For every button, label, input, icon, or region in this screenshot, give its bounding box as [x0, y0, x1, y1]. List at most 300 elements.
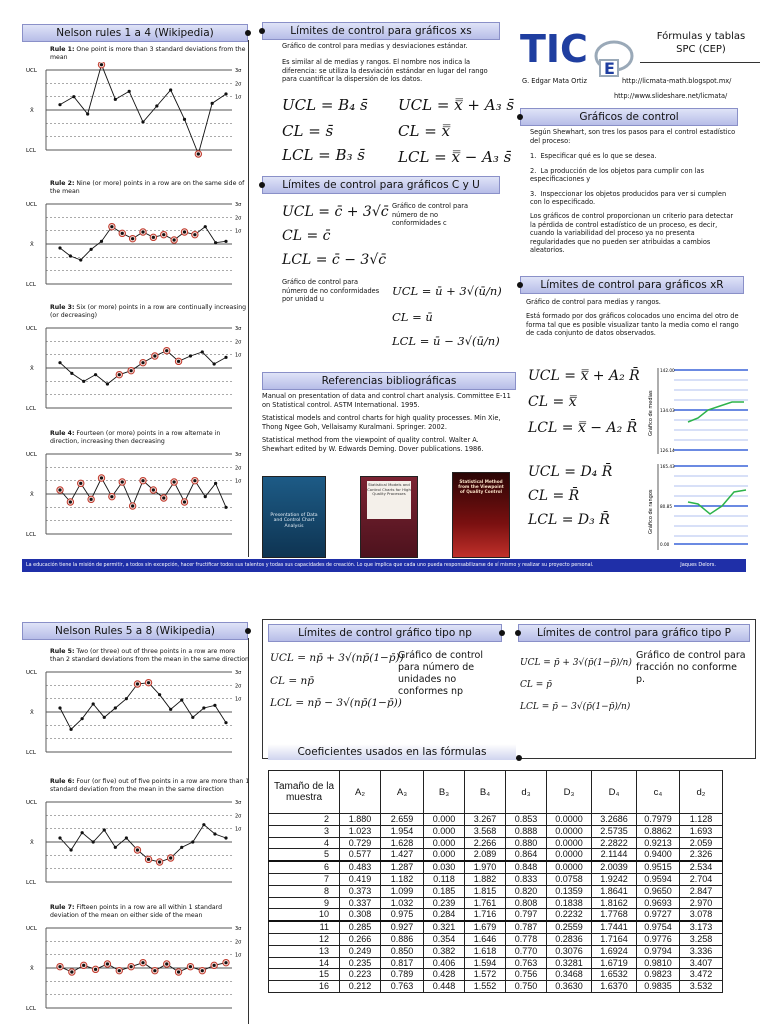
table-row — [269, 957, 723, 969]
rule-caption — [50, 46, 250, 62]
coef-cell: 0.9823 — [637, 969, 680, 981]
table-row — [269, 849, 723, 861]
data-point — [69, 254, 72, 257]
coef-cell: 0.284 — [424, 909, 465, 921]
coef-cell: 0.419 — [340, 873, 381, 885]
data-point — [114, 846, 117, 849]
table-row — [269, 969, 723, 981]
sigma-label: 1σ — [235, 696, 242, 703]
data-point — [213, 362, 216, 365]
xr-header — [520, 276, 744, 294]
column-header: d₂ — [680, 771, 723, 814]
data-point — [100, 63, 103, 66]
sample-size-cell: 8 — [269, 885, 340, 897]
graficos-intro: Según Shewhart, son tres los pasos para el control estadístico del proceso: — [530, 128, 736, 145]
coef-cell: 0.0000 — [547, 849, 592, 861]
coef-cell: 0.9400 — [637, 849, 680, 861]
nelson-rule-block — [24, 180, 246, 296]
data-point — [121, 232, 124, 235]
data-point — [79, 258, 82, 261]
coef-cell: 0.0000 — [547, 814, 592, 826]
np-desc: Gráfico de control para número de unidades no conformes np — [398, 650, 483, 697]
nelson-rule-chart — [24, 320, 246, 416]
data-point — [155, 104, 158, 107]
coef-cell: 2.5735 — [592, 825, 637, 837]
data-point — [189, 965, 192, 968]
data-point — [193, 233, 196, 236]
coef-cell: 1.099 — [381, 885, 424, 897]
data-point — [58, 836, 61, 839]
axis-label-lcl: LCL — [26, 880, 36, 886]
rule-label: Rule 1: — [50, 46, 75, 53]
data-point — [177, 360, 180, 363]
data-point — [213, 832, 216, 835]
graficos-title: Gráficos de control — [579, 111, 679, 123]
coef-cell: 0.185 — [424, 885, 465, 897]
data-point — [173, 480, 176, 483]
coef-cell: 0.9835 — [637, 981, 680, 993]
tick-label: 142.00 — [660, 368, 675, 373]
coef-cell: 0.321 — [424, 921, 465, 933]
sigma-label: 2σ — [235, 81, 242, 88]
coef-cell: 3.407 — [680, 957, 723, 969]
coef-cell: 2.847 — [680, 885, 723, 897]
data-point — [152, 236, 155, 239]
coef-cell: 1.594 — [465, 957, 506, 969]
coef-cell: 3.2686 — [592, 814, 637, 826]
coef-cell: 0.030 — [424, 861, 465, 873]
axis-medias-label: Gráfico de medias — [648, 390, 654, 436]
axis-label-xbar: X̄ — [30, 366, 34, 372]
tick-label: 126.14 — [660, 448, 675, 453]
sigma-label: 1σ — [235, 478, 242, 485]
axis-label-xbar: X̄ — [30, 108, 34, 114]
axis-label-xbar: X̄ — [30, 242, 34, 248]
data-point — [214, 241, 217, 244]
sample-size-cell: 12 — [269, 933, 340, 945]
rule-label: Rule 5: — [50, 648, 75, 655]
data-point — [183, 230, 186, 233]
data-point — [189, 354, 192, 357]
np-formula-cl: CL = np̄ — [270, 675, 314, 687]
coef-header — [268, 744, 516, 760]
p-desc: Gráfico de control para fracción no conforme p. — [636, 650, 746, 685]
coef-cell: 0.820 — [506, 885, 547, 897]
nelson-rule-block — [24, 778, 250, 894]
coef-cell: 1.572 — [465, 969, 506, 981]
data-point — [81, 831, 84, 834]
data-point — [153, 969, 156, 972]
sigma-label: 2σ — [235, 465, 242, 472]
coef-cell: 2.089 — [465, 849, 506, 861]
data-point — [201, 350, 204, 353]
sample-size-cell: 16 — [269, 981, 340, 993]
coef-cell: 0.577 — [340, 849, 381, 861]
url-blog[interactable]: http://licmata-math.blogspot.mx/ — [622, 77, 732, 85]
quote-author: Jaques Delors. — [680, 562, 716, 568]
quote-text: La educación tiene la misión de permitir, a todos sin excepción, hacer fructificar todos sus talentos y todas sus capacidades de creación. Lo que implica que cada uno pueda responsabilizarse de sí mismo y realizar su proyecto personal. — [26, 563, 594, 568]
data-point — [121, 480, 124, 483]
coef-cell: 0.308 — [340, 909, 381, 921]
data-point — [141, 230, 144, 233]
table-row — [269, 885, 723, 897]
cu-formula-cl-u: CL = ū — [392, 310, 433, 324]
table-row — [269, 814, 723, 826]
means-series — [688, 402, 744, 422]
coef-cell: 0.8862 — [637, 825, 680, 837]
sigma-label: 3σ — [235, 68, 242, 74]
data-point — [141, 479, 144, 482]
nelson-rule-block — [24, 904, 246, 1020]
xs-title: Límites de control para gráficos xs — [290, 25, 472, 37]
coef-cell: 1.618 — [465, 945, 506, 957]
xr-desc2: Está formado por dos gráficos colocados uno encima del otro de forma tal que es posible visualizar tanto la media como el rango de cada conjunto de datos observados. — [526, 312, 739, 338]
header-title-line1: Fórmulas y tablas — [656, 31, 746, 42]
sample-size-cell: 5 — [269, 849, 340, 861]
nelson-rule-chart — [24, 920, 246, 1016]
coef-cell: 1.552 — [465, 981, 506, 993]
coef-cell: 0.9515 — [637, 861, 680, 873]
coef-cell: 0.975 — [381, 909, 424, 921]
book-title-1: Presentation of Data and Control Chart Analysis — [270, 513, 318, 529]
coef-cell: 0.808 — [506, 897, 547, 909]
xs-formula-ucl-s: UCL = B₄ s̄ — [282, 96, 368, 114]
coef-cell: 0.864 — [506, 849, 547, 861]
data-point — [128, 90, 131, 93]
rule-caption — [50, 778, 250, 794]
data-point — [169, 856, 172, 859]
coef-cell: 2.970 — [680, 897, 723, 909]
xr-formula-ucl-x: UCL = x̿ + A₂ R̄ — [528, 368, 640, 384]
data-point — [130, 369, 133, 372]
xs-formula-ucl-x: UCL = x̿ + A₃ s̄ — [398, 96, 515, 114]
coef-cell: 1.6532 — [592, 969, 637, 981]
coef-cell: 0.9794 — [637, 945, 680, 957]
coef-cell: 3.568 — [465, 825, 506, 837]
data-point — [100, 240, 103, 243]
data-point — [58, 488, 61, 491]
nelson-rule-chart — [24, 196, 246, 292]
sample-size-cell: 14 — [269, 957, 340, 969]
refs-header — [262, 372, 516, 390]
ref-item: Statistical method from the viewpoint of quality control. Walter A. Shewhart edited by W. Edwards Deming. Dover publications. 1986. — [262, 436, 484, 453]
header-dot-icon — [259, 182, 265, 188]
axis-label-ucl: UCL — [26, 326, 37, 332]
header-title-line2: SPC (CEP) — [676, 44, 726, 55]
sigma-label: 3σ — [235, 800, 242, 806]
sigma-label: 3σ — [235, 326, 242, 332]
book-title-3: Statistical Method from the Viewpoint of Quality Control — [458, 479, 504, 494]
p-title: Límites de control para gráfico tipo P — [536, 627, 732, 639]
coef-cell: 0.000 — [424, 814, 465, 826]
sigma-label: 2σ — [235, 939, 242, 946]
data-point — [110, 225, 113, 228]
rule-caption — [50, 430, 250, 446]
axis-label-ucl: UCL — [26, 202, 37, 208]
xr-formula-lcl-x: LCL = x̿ − A₂ R̄ — [528, 420, 638, 436]
coef-cell: 1.7768 — [592, 909, 637, 921]
axis-label-ucl: UCL — [26, 68, 37, 74]
data-point — [169, 88, 172, 91]
coef-cell: 0.249 — [340, 945, 381, 957]
xr-mini-charts — [648, 366, 748, 552]
coef-cell: 0.3630 — [547, 981, 592, 993]
nelson-rule-block — [24, 46, 246, 162]
data-point — [204, 495, 207, 498]
quote-bar — [22, 559, 746, 572]
data-point — [180, 698, 183, 701]
header-dot-icon — [259, 28, 265, 34]
data-point — [158, 860, 161, 863]
nelson-rule-block — [24, 648, 249, 764]
coef-cell: 0.373 — [340, 885, 381, 897]
column-header: D₄ — [592, 771, 637, 814]
coef-cell: 3.267 — [465, 814, 506, 826]
rule-text: Nine (or more) points in a row are on the same side of the mean — [50, 180, 245, 195]
axis-label-ucl: UCL — [26, 800, 37, 806]
coef-cell: 2.534 — [680, 861, 723, 873]
axis-label-lcl: LCL — [26, 282, 36, 288]
rule-text: One point is more than 3 standard deviations from the mean — [50, 46, 246, 61]
rule-caption — [50, 180, 250, 196]
axis-label-lcl: LCL — [26, 406, 36, 412]
column-header: A₃ — [381, 771, 424, 814]
data-point — [180, 846, 183, 849]
coef-cell: 0.756 — [506, 969, 547, 981]
data-point — [141, 361, 144, 364]
header-title-box — [646, 30, 756, 56]
data-point — [204, 225, 207, 228]
url-slideshare[interactable]: http://www.slideshare.net/licmata/ — [614, 92, 728, 100]
axis-label-lcl: LCL — [26, 532, 36, 538]
axis-label-lcl: LCL — [26, 148, 36, 154]
header-dot-icon — [245, 628, 251, 634]
sample-size-cell: 4 — [269, 837, 340, 849]
coef-table-wrap — [268, 770, 723, 993]
coef-cell: 0.763 — [506, 957, 547, 969]
coef-cell: 0.483 — [340, 861, 381, 873]
table-row — [269, 981, 723, 993]
data-point — [152, 488, 155, 491]
cu-formula-cl-c: CL = c̄ — [282, 228, 331, 244]
data-point — [110, 495, 113, 498]
axis-label-lcl: LCL — [26, 750, 36, 756]
table-row — [269, 837, 723, 849]
sigma-label: 2σ — [235, 215, 242, 222]
axis-label-ucl: UCL — [26, 670, 37, 676]
coef-cell: 0.1359 — [547, 885, 592, 897]
rule-text: Two (or three) out of three points in a row are more than 2 standard deviations from the mean in the same direction — [50, 648, 249, 663]
column-divider — [248, 638, 249, 1024]
data-point — [106, 382, 109, 385]
tice-logo-graphic — [520, 22, 638, 78]
coef-cell: 0.7979 — [637, 814, 680, 826]
coef-cell: 1.6370 — [592, 981, 637, 993]
data-point — [58, 965, 61, 968]
tick-label: 0.00 — [660, 542, 670, 547]
data-point — [70, 970, 73, 973]
data-point — [130, 965, 133, 968]
column-header: A₂ — [340, 771, 381, 814]
coef-cell: 0.763 — [381, 981, 424, 993]
sigma-label: 2σ — [235, 339, 242, 346]
p-formula-cl: CL = p̄ — [520, 680, 552, 690]
data-point — [106, 962, 109, 965]
rule-label: Rule 2: — [50, 180, 75, 187]
graficos-step: 1. Especificar qué es lo que se desea. — [530, 152, 657, 160]
xs-formula-cl-s: CL = s̄ — [282, 122, 334, 140]
xr-desc1: Gráfico de control para medias y rangos. — [526, 298, 661, 306]
data-point — [224, 961, 227, 964]
coef-cell: 0.2836 — [547, 933, 592, 945]
coef-cell: 1.646 — [465, 933, 506, 945]
p-formula-ucl: UCL = p̄ + 3√(p̄(1−p̄)/n) — [520, 658, 632, 668]
sigma-label: 1σ — [235, 952, 242, 959]
sigma-label: 1σ — [235, 228, 242, 235]
coef-cell: 1.023 — [340, 825, 381, 837]
xs-header — [262, 22, 500, 40]
coef-cell: 2.1144 — [592, 849, 637, 861]
coef-cell: 2.2822 — [592, 837, 637, 849]
rule-label: Rule 3: — [50, 304, 75, 311]
data-point — [79, 482, 82, 485]
data-point — [100, 476, 103, 479]
table-row — [269, 909, 723, 921]
ranges-series — [688, 490, 746, 514]
data-point — [214, 482, 217, 485]
xr-title: Límites de control para gráficos xR — [540, 279, 724, 291]
rule-series-line — [60, 65, 226, 154]
coef-cell: 0.9727 — [637, 909, 680, 921]
data-point — [114, 706, 117, 709]
data-point — [147, 858, 150, 861]
data-point — [82, 964, 85, 967]
column-header: D₃ — [547, 771, 592, 814]
sample-size-cell: 2 — [269, 814, 340, 826]
ref-item: Statistical models and control charts for high quality processes. Min Xie, Thong Ngee Goh, Vellaisamy Kuralmani. Springer. 2002. — [262, 414, 501, 431]
xr-formula-cl-x: CL = x̿ — [528, 394, 577, 410]
data-point — [131, 237, 134, 240]
coef-cell: 0.239 — [424, 897, 465, 909]
nelson-rule-block — [24, 430, 246, 546]
coef-cell: 0.2232 — [547, 909, 592, 921]
nelson-rule-block — [24, 304, 246, 420]
sample-size-cell: 9 — [269, 897, 340, 909]
data-point — [169, 708, 172, 711]
data-point — [201, 969, 204, 972]
nelson14-header — [22, 24, 248, 42]
coef-cell: 0.787 — [506, 921, 547, 933]
data-point — [141, 961, 144, 964]
data-point — [82, 380, 85, 383]
coef-cell: 1.9242 — [592, 873, 637, 885]
sigma-label: 3σ — [235, 452, 242, 458]
book-title-2: Statistical Models and Control Charts for High Quality Processes — [367, 481, 411, 519]
xr-formula-ucl-r: UCL = D₄ R̄ — [528, 464, 613, 480]
coef-cell: 3.173 — [680, 921, 723, 933]
data-point — [69, 500, 72, 503]
coef-cell: 0.000 — [424, 837, 465, 849]
data-point — [202, 706, 205, 709]
coef-cell: 0.0000 — [547, 837, 592, 849]
coef-cell: 0.817 — [381, 957, 424, 969]
rule-label: Rule 4: — [50, 430, 75, 437]
coef-cell: 0.9754 — [637, 921, 680, 933]
table-row — [269, 861, 723, 873]
data-point — [94, 968, 97, 971]
coef-cell: 0.3468 — [547, 969, 592, 981]
table-row — [269, 825, 723, 837]
coef-cell: 2.326 — [680, 849, 723, 861]
cu-formula-ucl-u: UCL = ū + 3√(ū/n) — [392, 284, 502, 298]
sigma-label: 3σ — [235, 202, 242, 208]
coef-cell: 3.078 — [680, 909, 723, 921]
xr-formula-cl-r: CL = R̄ — [528, 488, 580, 504]
ref-item: Manual on presentation of data and control chart analysis. Committee E-11 on Statistical control. ASTM International. 1995. — [262, 392, 511, 409]
tick-label: 80.85 — [660, 504, 672, 509]
column-header: B₃ — [424, 771, 465, 814]
data-point — [197, 152, 200, 155]
header-dot-icon — [517, 114, 523, 120]
coef-cell: 0.235 — [340, 957, 381, 969]
column-header: B₄ — [465, 771, 506, 814]
rule-caption — [50, 904, 250, 920]
data-point — [165, 349, 168, 352]
logo-tic-text: TIC — [520, 27, 588, 71]
coef-cell: 0.118 — [424, 873, 465, 885]
book-cover-1 — [262, 476, 326, 558]
data-point — [136, 848, 139, 851]
sigma-label: 1σ — [235, 826, 242, 833]
nelson58-header — [22, 622, 248, 640]
coef-cell: 0.3281 — [547, 957, 592, 969]
coef-cell: 0.382 — [424, 945, 465, 957]
coef-cell: 1.7164 — [592, 933, 637, 945]
data-point — [92, 702, 95, 705]
coef-cell: 0.9810 — [637, 957, 680, 969]
tick-label: 134.03 — [660, 408, 675, 413]
data-point — [86, 112, 89, 115]
coef-cell: 0.9776 — [637, 933, 680, 945]
rule-text: Four (or five) out of five points in a row are more than 1 standard deviation from the mean in the same direction — [50, 778, 250, 793]
data-point — [193, 479, 196, 482]
sigma-label: 3σ — [235, 670, 242, 676]
coef-cell: 1.182 — [381, 873, 424, 885]
data-point — [118, 969, 121, 972]
coef-cell: 0.1838 — [547, 897, 592, 909]
book-cover-2 — [360, 476, 418, 558]
rule-text: Six (or more) points in a row are continually increasing (or decreasing) — [50, 304, 247, 319]
sample-size-cell: 6 — [269, 861, 340, 873]
data-point — [131, 504, 134, 507]
tick-label: 165.43 — [660, 464, 675, 469]
cu-formula-lcl-u: LCL = ū − 3√(ū/n) — [392, 334, 500, 348]
coef-cell: 0.9693 — [637, 897, 680, 909]
data-point — [72, 95, 75, 98]
data-point — [183, 500, 186, 503]
data-point — [58, 103, 61, 106]
header-rule — [640, 62, 760, 63]
sigma-label: 1σ — [235, 94, 242, 101]
data-point — [165, 962, 168, 965]
np-header — [268, 624, 502, 642]
nelson-rule-chart — [24, 664, 246, 760]
data-point — [202, 823, 205, 826]
coef-cell: 0.886 — [381, 933, 424, 945]
coef-cell: 0.0758 — [547, 873, 592, 885]
data-point — [90, 498, 93, 501]
coef-cell: 0.770 — [506, 945, 547, 957]
